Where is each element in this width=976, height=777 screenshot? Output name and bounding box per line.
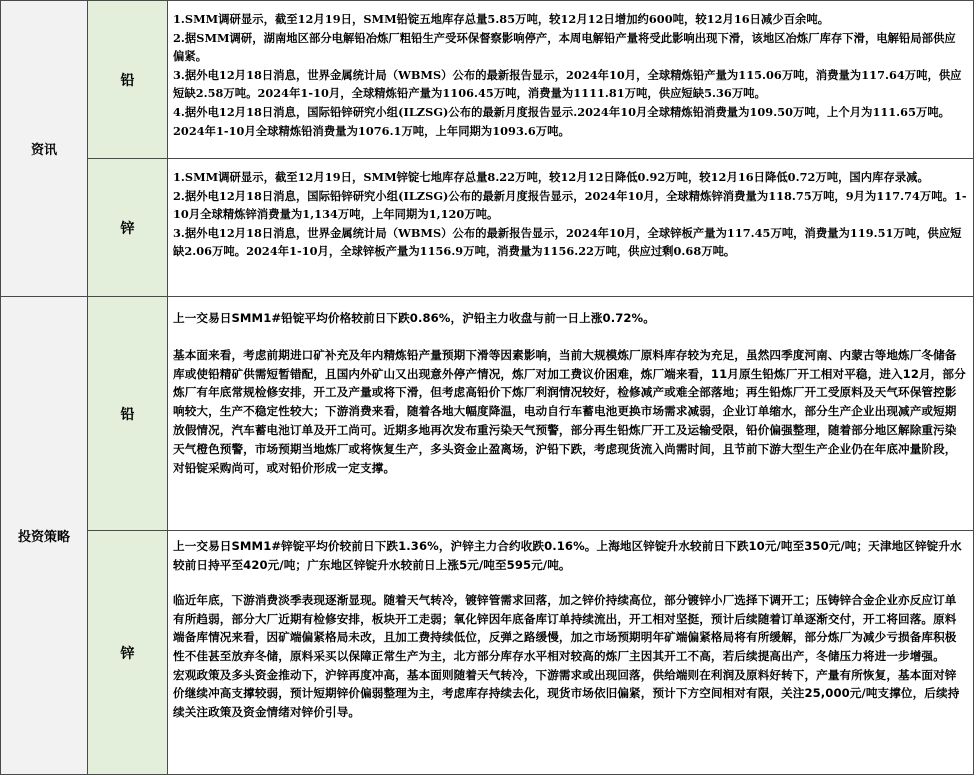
news-zinc-label: 锌: [88, 159, 168, 296]
news-lead-item: 2.据SMM调研，湖南地区部分电解铅冶炼厂粗铅生产受环保督察影响停产，本周电解铅产量将受此影响出现下滑，该地区冶炼厂库存下滑，电解铅局部供应偏紧。: [173, 30, 956, 64]
strategy-zinc-item: 临近年底，下游消费淡季表现逐渐显现。随着天气转冷，镀锌管需求回落，加之锌价持续高位，部分镀锌小厂选择下调开工；压铸锌合金企业亦反应订单有所趋弱，部分大厂近期有检修安排，板块开工走弱；氧化锌因年底备库订单持续流出，开工相对坚挺，预计后续随着订单逐渐交付，开工将回落。原料端备库情况来看，因矿端偏紧格局未改，且加工费持续低位，反弹之路缓慢，加之市场预期明年矿端偏紧格局将有所缓解，部分炼厂为减少亏损备库积极性不佳甚至放弃冬储，原料采买以保障正常生产为主，北方部分库存水平相对较高的炼厂主因其开工不高，若后续提高出产，冬储压力将进一步增强。: [173, 593, 957, 663]
strategy-zinc-item: 上一交易日SMM1#锌锭平均价较前日下跌1.36%，沪锌主力合约收跌0.16%。上海地区锌锭升水较前日下跌10元/吨至350元/吨；天津地区锌锭升水较前日持平至420元/吨；广东地区锌锭升水较前日上涨5元/吨至595元/吨。: [173, 539, 962, 572]
news-zinc-item: 2.据外电12月18日消息，国际铅锌研究小组(ILZSG)公布的最新月度报告显示，2024年10月，全球精炼锌消费量为118.75万吨，9月为117.74万吨。1-10月全球精炼锌消费量为1,134万吨，上年同期为1,120万吨。: [173, 188, 967, 222]
news-lead-item: 4.据外电12月18日消息，国际铅锌研究小组(ILZSG)公布的最新月度报告显示.2024年10月全球精炼铅消费量为109.50万吨，上个月为111.65万吨。2024年1-10月全球精炼铅消费量为1076.1万吨，上年同期为1093.6万吨。: [173, 104, 951, 138]
strategy-zinc-label: 锌: [88, 531, 168, 774]
strategy-zinc-content: [168, 531, 973, 774]
strategy-lead-label: 铅: [88, 297, 168, 530]
news-zinc-content: [168, 159, 973, 296]
news-lead-item: 3.据外电12月18日消息，世界金属统计局（WBMS）公布的最新报告显示，2024年10月，全球精炼铅产量为115.06万吨，消费量为117.64万吨，供应短缺2.58万吨。2024年1-10月，全球精炼铅产量为1106.45万吨，消费量为1111.81万吨，供应短缺5.36万吨。: [173, 67, 962, 101]
news-section: [1, 1, 973, 296]
news-zinc-item: 1.SMM调研显示，截至12月19日，SMM锌锭七地库存总量8.22万吨，较12月12日降低0.92万吨，较12月16日降低0.72万吨，国内库存录减。: [173, 170, 929, 184]
news-lead-content: [168, 1, 973, 158]
strategy-lead-item: 基本面来看，考虑前期进口矿补充及年内精炼铅产量预期下滑等因素影响，当前大规模炼厂原料库存较为充足，虽然四季度河南、内蒙古等地炼厂冬储备库或使铅精矿供需短暂错配，且国内外矿山又出现意外停产情况，炼厂对加工费议价困难，炼厂端来看，11月原生铅炼厂开工相对平稳，进入12月，部分炼厂有年底常规检修安排，开工及产量或将下滑，但考虑高铅价下炼厂利润情况较好，检修减产或难全部落地；再生铅炼厂开工受原料及天气环保管控影响较大，生产不稳定性较大；下游消费来看，随着各地大幅度降温，电动自行车蓄电池更换市场需求减弱，企业订单缩水，部分生产企业出现减产或短期放假情况，汽车蓄电池订单及开工尚可。近期多地再次发布重污染天气预警，部分再生铅炼厂开工及运输受限，铅价偏强整理，随着部分地区解除重污染天气橙色预警，市场预期当地炼厂或将恢复生产，多头资金止盈离场，沪铅下跌，考虑现货流入尚需时间，且节前下游大型生产企业仍在年底冲量阶段，对铅锭采购尚可，或对铅价形成一定支撑。: [173, 347, 966, 475]
news-zinc-item: 3.据外电12月18日消息，世界金属统计局（WBMS）公布的最新报告显示，2024年10月，全球锌板产量为117.45万吨，消费量为119.51万吨，供应短缺2.06万吨。2024年1-10月，全球锌板产量为1156.9万吨，消费量为1156.22万吨，供应过剩0.68万吨。: [173, 225, 962, 259]
strategy-section: [1, 297, 973, 774]
news-lead-item: 1.SMM调研显示，截至12月19日，SMM铅锭五地库存总量5.85万吨，较12月12日增加约600吨，较12月16日减少百余吨。: [173, 12, 830, 26]
news-category-label: 资讯: [1, 1, 88, 296]
strategy-category-label: 投资策略: [1, 297, 88, 774]
strategy-lead-item: 上一交易日SMM1#铅锭平均价格较前日下跌0.86%，沪铅主力收盘与前一日上涨0.72%。: [173, 311, 655, 325]
news-lead-label: 铅: [88, 1, 168, 158]
strategy-lead-content: [168, 297, 973, 530]
strategy-zinc-item: 宏观政策及多头资金推动下，沪锌再度冲高，基本面则随着天气转冷，下游需求或出现回落，供给端则在利润及原料好转下，产量有所恢复，基本面对锌价继续冲高支撑较弱，预计短期锌价偏弱整理为主，考虑库存持续去化，现货市场依旧偏紧，预计下方空间相对有限，关注25,000元/吨支撑位，后续持续关注政策及资金情绪对锌价引导。: [173, 667, 960, 719]
